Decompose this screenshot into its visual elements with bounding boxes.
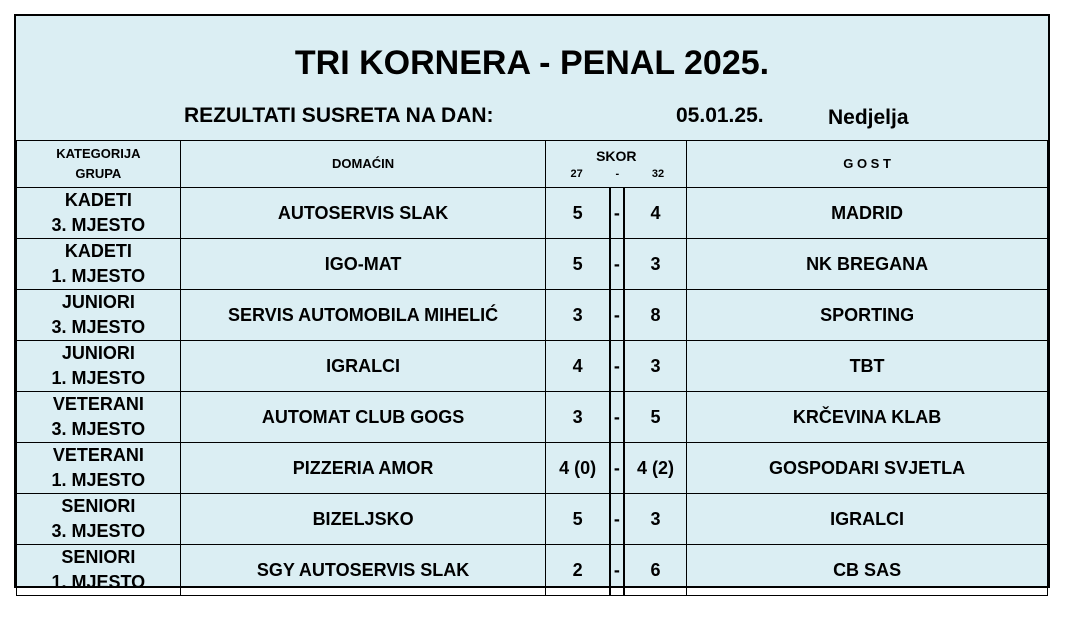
category-cell — [17, 392, 181, 443]
category-header-line2: GRUPA — [75, 166, 122, 181]
category-cell — [17, 290, 181, 341]
score-separator: - — [610, 341, 624, 392]
category-header — [17, 141, 181, 188]
away-team: CB SAS — [687, 545, 1048, 596]
home-score: 5 — [546, 494, 610, 545]
category-cell — [17, 239, 181, 290]
score-separator: - — [610, 494, 624, 545]
category-cell — [17, 341, 181, 392]
category-group: 1. MJESTO — [51, 266, 146, 286]
category-group: 1. MJESTO — [51, 470, 146, 490]
table-header-row — [17, 141, 1048, 188]
home-score: 3 — [546, 392, 610, 443]
home-team: IGRALCI — [180, 341, 546, 392]
category-name: SENIORI — [61, 496, 136, 516]
home-team: BIZELJSKO — [180, 494, 546, 545]
home-team: SGY AUTOSERVIS SLAK — [180, 545, 546, 596]
table-row — [17, 494, 1048, 545]
away-team: IGRALCI — [687, 494, 1048, 545]
category-name: SENIORI — [61, 547, 136, 567]
home-score: 4 — [546, 341, 610, 392]
category-group: 3. MJESTO — [51, 215, 146, 235]
home-score: 2 — [546, 545, 610, 596]
score-header-dash: - — [615, 168, 620, 180]
results-date: 05.01.25. — [676, 104, 764, 127]
results-day: Nedjelja — [828, 106, 909, 129]
table-row — [17, 392, 1048, 443]
table-row — [17, 290, 1048, 341]
away-score: 3 — [624, 341, 687, 392]
score-header-left: 27 — [570, 168, 583, 180]
score-separator: - — [610, 392, 624, 443]
category-group: 3. MJESTO — [51, 317, 146, 337]
away-header: G O S T — [687, 141, 1048, 188]
results-sheet — [14, 14, 1050, 592]
score-separator: - — [610, 443, 624, 494]
home-team: SERVIS AUTOMOBILA MIHELIĆ — [180, 290, 546, 341]
category-group: 1. MJESTO — [51, 368, 146, 388]
score-header-label: SKOR — [596, 148, 637, 164]
away-score: 3 — [624, 494, 687, 545]
home-score: 4 (0) — [546, 443, 610, 494]
table-row — [17, 239, 1048, 290]
home-score: 3 — [546, 290, 610, 341]
home-team: AUTOSERVIS SLAK — [180, 188, 546, 239]
away-score: 4 — [624, 188, 687, 239]
category-name: KADETI — [64, 190, 132, 210]
category-name: VETERANI — [52, 445, 144, 465]
page-title: TRI KORNERA - PENAL 2025. — [294, 44, 770, 82]
category-group: 3. MJESTO — [51, 419, 146, 439]
away-score: 3 — [624, 239, 687, 290]
category-cell — [17, 188, 181, 239]
away-score: 4 (2) — [624, 443, 687, 494]
score-header — [546, 141, 687, 188]
score-separator: - — [610, 188, 624, 239]
category-cell — [17, 494, 181, 545]
category-group: 1. MJESTO — [51, 572, 146, 592]
category-cell — [17, 545, 181, 596]
away-score: 8 — [624, 290, 687, 341]
home-score: 5 — [546, 239, 610, 290]
category-cell — [17, 443, 181, 494]
category-name: KADETI — [64, 241, 132, 261]
results-table — [16, 140, 1048, 596]
away-team: NK BREGANA — [687, 239, 1048, 290]
away-team: GOSPODARI SVJETLA — [687, 443, 1048, 494]
score-separator: - — [610, 545, 624, 596]
away-team: TBT — [687, 341, 1048, 392]
table-row — [17, 188, 1048, 239]
home-team: IGO-MAT — [180, 239, 546, 290]
away-team: MADRID — [687, 188, 1048, 239]
table-row — [17, 341, 1048, 392]
table-row — [17, 443, 1048, 494]
home-team: AUTOMAT CLUB GOGS — [180, 392, 546, 443]
category-name: JUNIORI — [61, 292, 135, 312]
away-team: SPORTING — [687, 290, 1048, 341]
results-subtitle: REZULTATI SUSRETA NA DAN: — [184, 104, 494, 127]
away-score: 5 — [624, 392, 687, 443]
away-score: 6 — [624, 545, 687, 596]
home-score: 5 — [546, 188, 610, 239]
category-header-line1: KATEGORIJA — [56, 146, 141, 161]
home-header: DOMAĆIN — [180, 141, 546, 188]
category-name: JUNIORI — [61, 343, 135, 363]
score-header-right: 32 — [651, 168, 665, 180]
category-name: VETERANI — [52, 394, 144, 414]
away-team: KRČEVINA KLAB — [687, 392, 1048, 443]
table-row — [17, 545, 1048, 596]
score-separator: - — [610, 239, 624, 290]
category-group: 3. MJESTO — [51, 521, 146, 541]
score-separator: - — [610, 290, 624, 341]
home-team: PIZZERIA AMOR — [180, 443, 546, 494]
